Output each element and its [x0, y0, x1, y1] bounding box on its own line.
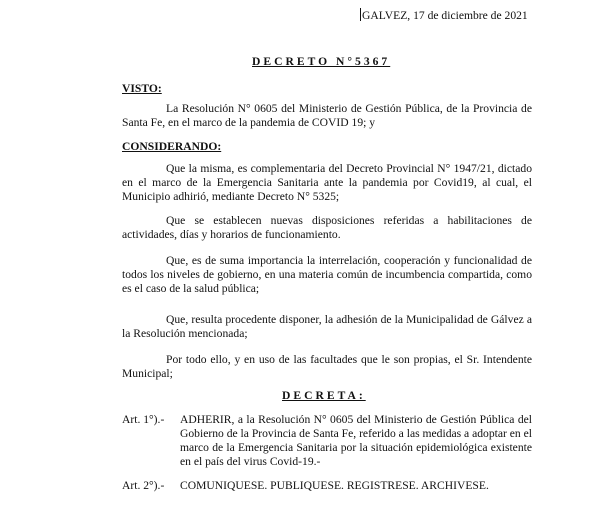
considerando-paragraph-1: Que la misma, es complementaria del Decreto Provincial N° 1947/21, dictado en el marco de la Emergencia Sanitaria ante la pandemia por Covid19, al cual, el Municipio adhirió, mediante Decreto N° 5325; [122, 162, 532, 203]
article-1-text: ADHERIR, a la Resolución N° 0605 del Ministerio de Gestión Pública del Gobierno de la Provincia de Santa Fe, referido a las medidas a adoptar en el marco de la Emergencia Sanitaria por la situación epidemiológica existente en el país del virus Covid-19.- [180, 413, 532, 468]
decree-title: DECRETO N°5367 [252, 55, 391, 68]
decreta-heading: DECRETA: [282, 389, 366, 402]
visto-heading: VISTO: [122, 82, 162, 95]
date-text: GALVEZ, 17 de diciembre de 2021 [362, 9, 528, 22]
visto-paragraph: La Resolución N° 0605 del Ministerio de Gestión Pública, de la Provincia de Santa Fe, en el marco de la pandemia de COVID 19; y [122, 102, 532, 129]
considerando-paragraph-5: Por todo ello, y en uso de las facultades que le son propias, el Sr. Intendente Municipal; [122, 353, 532, 380]
considerando-paragraph-3: Que, es de suma importancia la interrelación, cooperación y funcionalidad de todos los niveles de gobierno, en una materia común de incumbencia compartida, como es el caso de la salud pública; [122, 254, 532, 295]
text-cursor [360, 8, 361, 21]
considerando-paragraph-4: Que, resulta procedente disponer, la adhesión de la Municipalidad de Gálvez a la Resolución mencionada; [122, 313, 532, 340]
article-2-text: COMUNIQUESE. PUBLIQUESE. REGISTRESE. ARCHIVESE. [180, 479, 489, 492]
article-1-label: Art. 1°).- [122, 413, 165, 426]
considerando-paragraph-2: Que se establecen nuevas disposiciones referidas a habilitaciones de actividades, días y horarios de funcionamiento. [122, 214, 532, 241]
article-2-label: Art. 2°).- [122, 479, 165, 492]
considerando-heading: CONSIDERANDO: [122, 140, 222, 153]
date-line [360, 8, 528, 23]
